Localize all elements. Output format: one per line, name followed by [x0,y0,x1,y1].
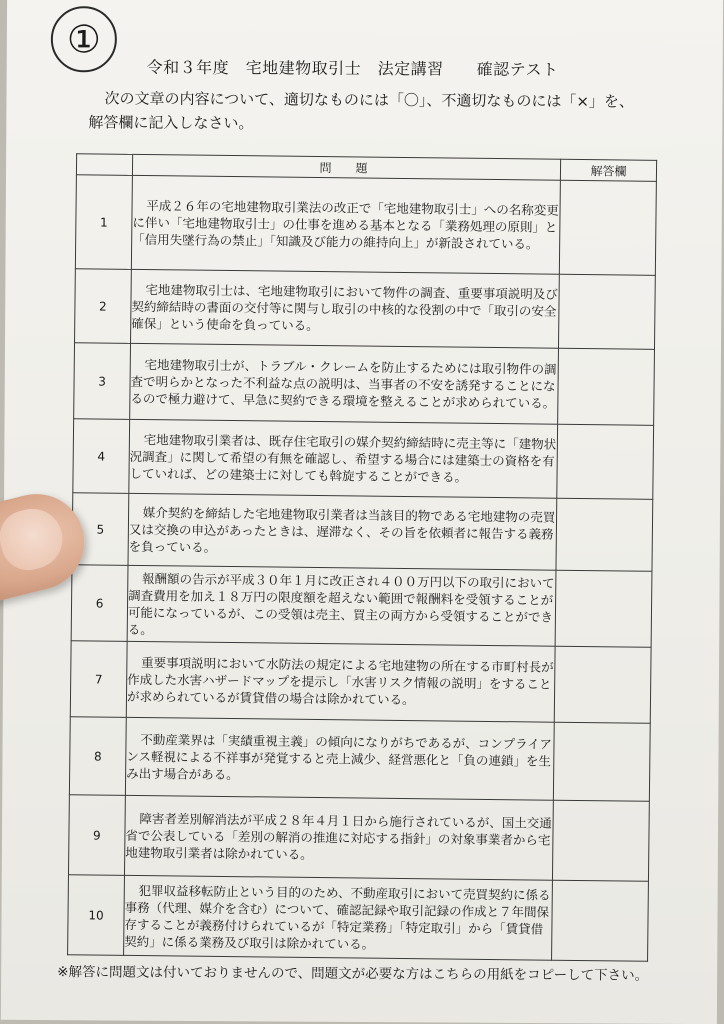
question-number: 2 [75,269,132,344]
table-row [74,343,655,426]
answer-cell[interactable] [558,274,655,349]
test-sheet [1,0,723,1024]
answer-cell[interactable] [558,348,655,425]
question-text: 媒介契約を締結した宅地建物取引業者は当該目的物である宅地建物の売買又は交換の申込があったときは、遅滞なく、その旨を依頼者に報告する義務を負っている。 [128,493,557,570]
question-text: 重要事項説明において水防法の規定による宅地建物の所在する市町村長が作成した水害ハザードマップを提示し「水害リスク情報の説明」をすることが求められているが賃貸借の場合は除かれている。 [126,641,555,722]
table-row [71,565,652,648]
answer-cell[interactable] [552,880,649,961]
question-number: 10 [68,875,125,956]
answer-cell[interactable] [554,646,651,723]
question-text: 平成２６年の宅地建物取引業法の改正で「宅地建物取引士」への名称変更に伴い「宅地建物取引士」の仕事を進める基本となる「業務処理の原則」と「信用失墜行為の禁止」「知識及び能力の維持向上」が新設されている。 [131,175,560,274]
question-number: 6 [71,565,128,642]
question-text: 報酬額の告示が平成３０年１月に改正され４００万円以下の取引において調査費用を加え１８万円の限度額を超えない範囲で報酬料を受領することが可能になっているが、この受領は売主、買主の両方から受領することができる。 [127,565,556,646]
question-text: 障害者差別解消法が平成２８年４月１日から施行されているが、国土交通省で公表している「差別の解消の推進に対応する指針」の対象事業者から宅地建物取引業者は除かれている。 [124,795,553,880]
question-text: 宅地建物取引業者は、既存住宅取引の媒介契約締結時に売主等に「建物状況調査」に関して希望の有無を確認し、希望する場合には建築士の資格を有していれば、どの建築士に対しても斡旋することができる。 [129,419,558,498]
question-text: 不動産業界は「実績重視主義」の傾向になりがちであるが、コンプライアンス軽視による不祥事が発覚すると売上減少、経営悪化と「負の連鎖」を生み出す場合がある。 [125,717,554,800]
question-text: 宅地建物取引士が、トラブル・クレームを防止するためには取引物件の調査で明らかとなった不利益な点の説明は、当事者の不安を誘発することになるので極力避けて、早急に契約できる環境を整えることが求められている。 [130,343,559,424]
footnote: ※解答に問題文は付いておりませんので、問題文が必要な方はこちらの用紙をコピーして下さい。 [57,964,649,984]
question-text: 宅地建物取引士は、宅地建物取引において物件の調査、重要事項説明及び契約締結時の書面の交付等に関与し取引の中核的な役割の中で「取引の安全確保」という使命を負っている。 [131,269,560,348]
question-number: 8 [69,717,126,796]
answer-cell[interactable] [559,180,656,275]
question-number: 3 [74,343,131,420]
instructions-line-2: 解答欄に記入しなさい。 [88,113,254,133]
table-row [75,269,656,350]
table-row [68,875,649,962]
question-number: 9 [68,795,125,876]
header-answer: 解答欄 [560,159,656,181]
question-number: 1 [75,175,132,270]
question-text: 犯罪収益移転防止という目的のため、不動産取引において売買契約に係る事務（代理、媒介を含む）について、確認記録や取引記録の作成と７年間保存することが義務付けられているが「特定業務」「特定取引」から「賃貸借契約」に係る業務及び取引は除かれている。 [124,875,553,960]
answer-cell[interactable] [555,570,652,647]
answer-cell[interactable] [556,498,653,571]
header-number-cell [76,154,132,176]
table-row [68,795,649,882]
header-question: 問 題 [132,154,560,180]
instructions-line-1: 次の文章の内容について、適切なものには「〇」、不適切なものには「×」を、 [104,89,635,111]
table-row [70,641,651,724]
table-row [72,493,653,572]
answer-cell[interactable] [553,722,650,801]
instructions [88,86,668,138]
page-title: 令和３年度 宅地建物取引士 法定講習 確認テスト [146,57,559,80]
table-row [75,175,656,276]
quiz-table [67,153,657,962]
thumbnail-nail [0,503,69,576]
question-number: 4 [73,419,130,494]
answer-cell[interactable] [557,424,654,499]
question-number: 7 [70,641,127,718]
table-row [73,419,654,500]
table-row [69,717,650,802]
sheet-number-badge: ① [51,6,117,72]
answer-cell[interactable] [552,800,649,881]
question-number: 5 [72,493,129,566]
